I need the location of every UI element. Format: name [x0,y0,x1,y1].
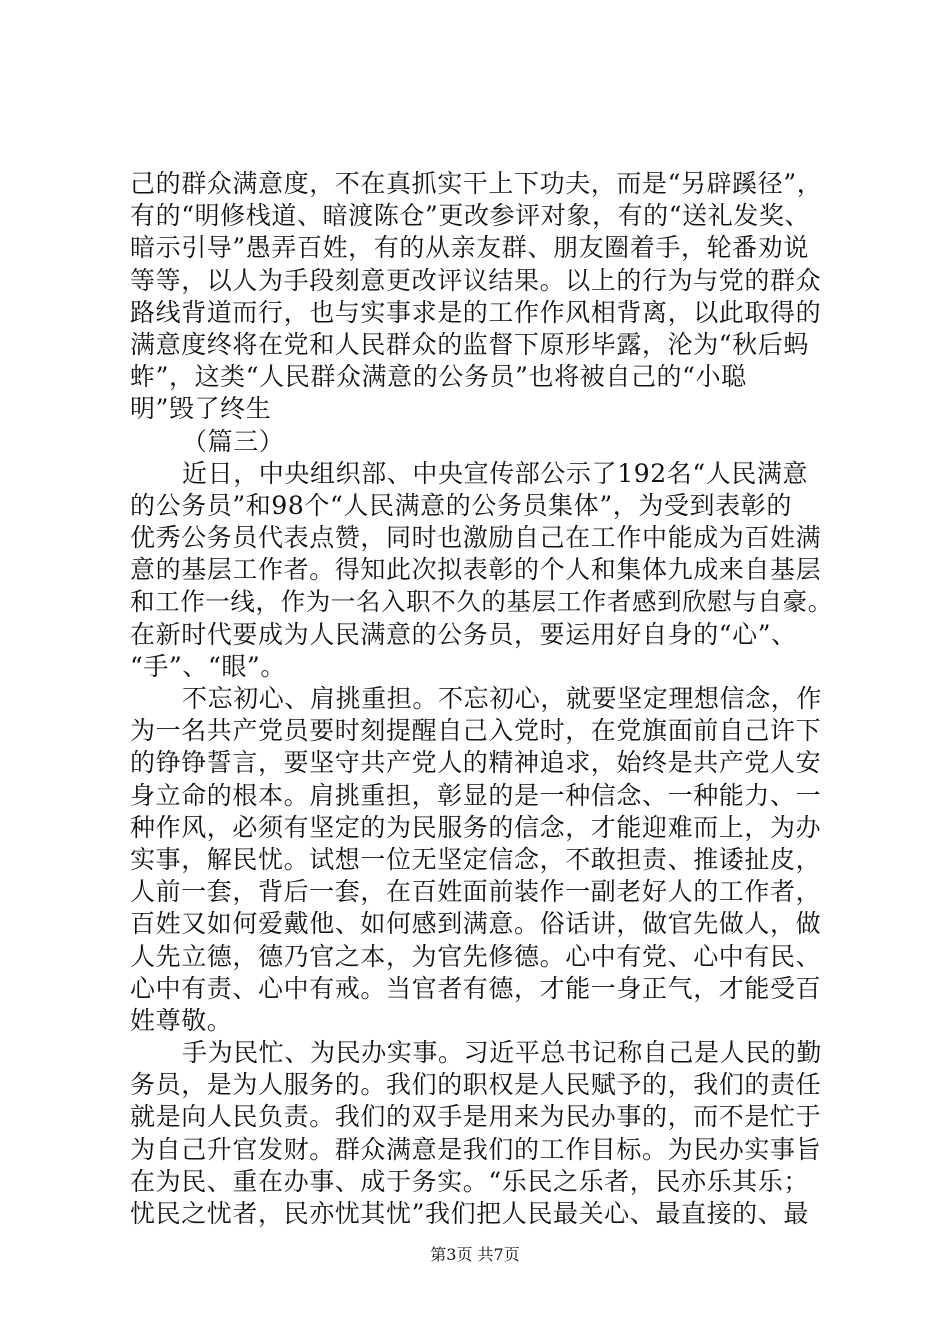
text-line: 百姓又如何爱戴他、如何感到满意。俗话讲，做官先做人，做 [130,909,822,939]
text-line: 有的“明修栈道、暗渡陈仓”更改参评对象，有的“送礼发奖、 [130,201,811,231]
paragraph-start: 不忘初心、肩挑重担。不忘初心，就要坚定理想信念，作 [182,684,823,713]
text-line: 实事，解民忧。试想一位无坚定信念，不敢担责、推诿扯皮， [130,844,822,874]
paragraph-start: 手为民忙、为民办实事。习近平总书记称自己是人民的勤 [182,1038,823,1068]
document-body [130,168,835,1230]
text-line: 优秀公务员代表点赞，同时也激励自己在工作中能成为百姓满 [130,523,822,553]
text-line: 为自己升官发财。群众满意是我们的工作目标。为民办实事旨 [130,1134,822,1164]
text-line: 的公务员”和98个“人民满意的公务员集体”，为受到表彰的 [130,490,792,520]
text-line: 人前一套，背后一套，在百姓面前装作一副老好人的工作者， [130,877,822,907]
text-line: 等等，以人为手段刻意更改评议结果。以上的行为与党的群众 [130,265,822,295]
page-number-footer: 第3页 共7页 [430,1245,520,1264]
text-line: 暗示引导”愚弄百姓，有的从亲友群、朋友圈着手，轮番劝说 [130,233,809,263]
text-line: 己的群众满意度，不在真抓实干上下功夫，而是“另辟蹊径”， [130,169,823,198]
text-line: 在新时代要成为人民满意的公务员，要运用好自身的“心”、 [130,619,797,649]
text-line: 明”毁了终生 [130,394,272,424]
text-line: 路线背道而行，也与实事求是的工作作风相背离，以此取得的 [130,297,822,327]
text-line: 心中有责、心中有戒。当官者有德，才能一身正气，才能受百 [130,973,822,1003]
text-line: 在为民、重在办事、成于务实。“乐民之乐者，民亦乐其乐； [130,1166,809,1196]
text-line: 就是向人民负责。我们的双手是用来为民办事的，而不是忙于 [130,1102,822,1132]
text-line: 务员，是为人服务的。我们的职权是人民赋予的，我们的责任 [130,1070,822,1100]
text-line: 满意度终将在党和人民群众的监督下原形毕露，沦为“秋后蚂 [130,329,809,359]
section-heading: （篇三） [182,426,285,456]
paragraph-start: 近日，中央组织部、中央宣传部公示了192名“人民满意 [182,458,809,488]
text-line: 为一名共产党员要时刻提醒自己入党时，在党旗面前自己许下 [130,716,822,746]
text-line: 种作风，必须有坚定的为民服务的信念，才能迎难而上，为办 [130,812,822,842]
text-line: 的铮铮誓言，要坚守共产党人的精神追求，始终是共产党人安 [130,748,822,778]
text-line: 蚱”，这类“人民群众满意的公务员”也将被自己的“小聪 [130,362,747,392]
text-line: 身立命的根本。肩挑重担，彰显的是一种信念、一种能力、一 [130,780,822,810]
text-line: 意的基层工作者。得知此次拟表彰的个人和集体九成来自基层 [130,555,822,585]
text-line: 姓尊敬。 [130,1005,233,1035]
text-line: 忧民之忧者，民亦忧其忧”我们把人民最关心、最直接的、最 [130,1199,809,1228]
text-line: “手”、“眼”。 [130,651,286,681]
text-line: 人先立德，德乃官之本，为官先修德。心中有党、心中有民、 [130,941,822,971]
text-line: 和工作一线，作为一名入职不久的基层工作者感到欣慰与自豪。 [130,587,833,617]
